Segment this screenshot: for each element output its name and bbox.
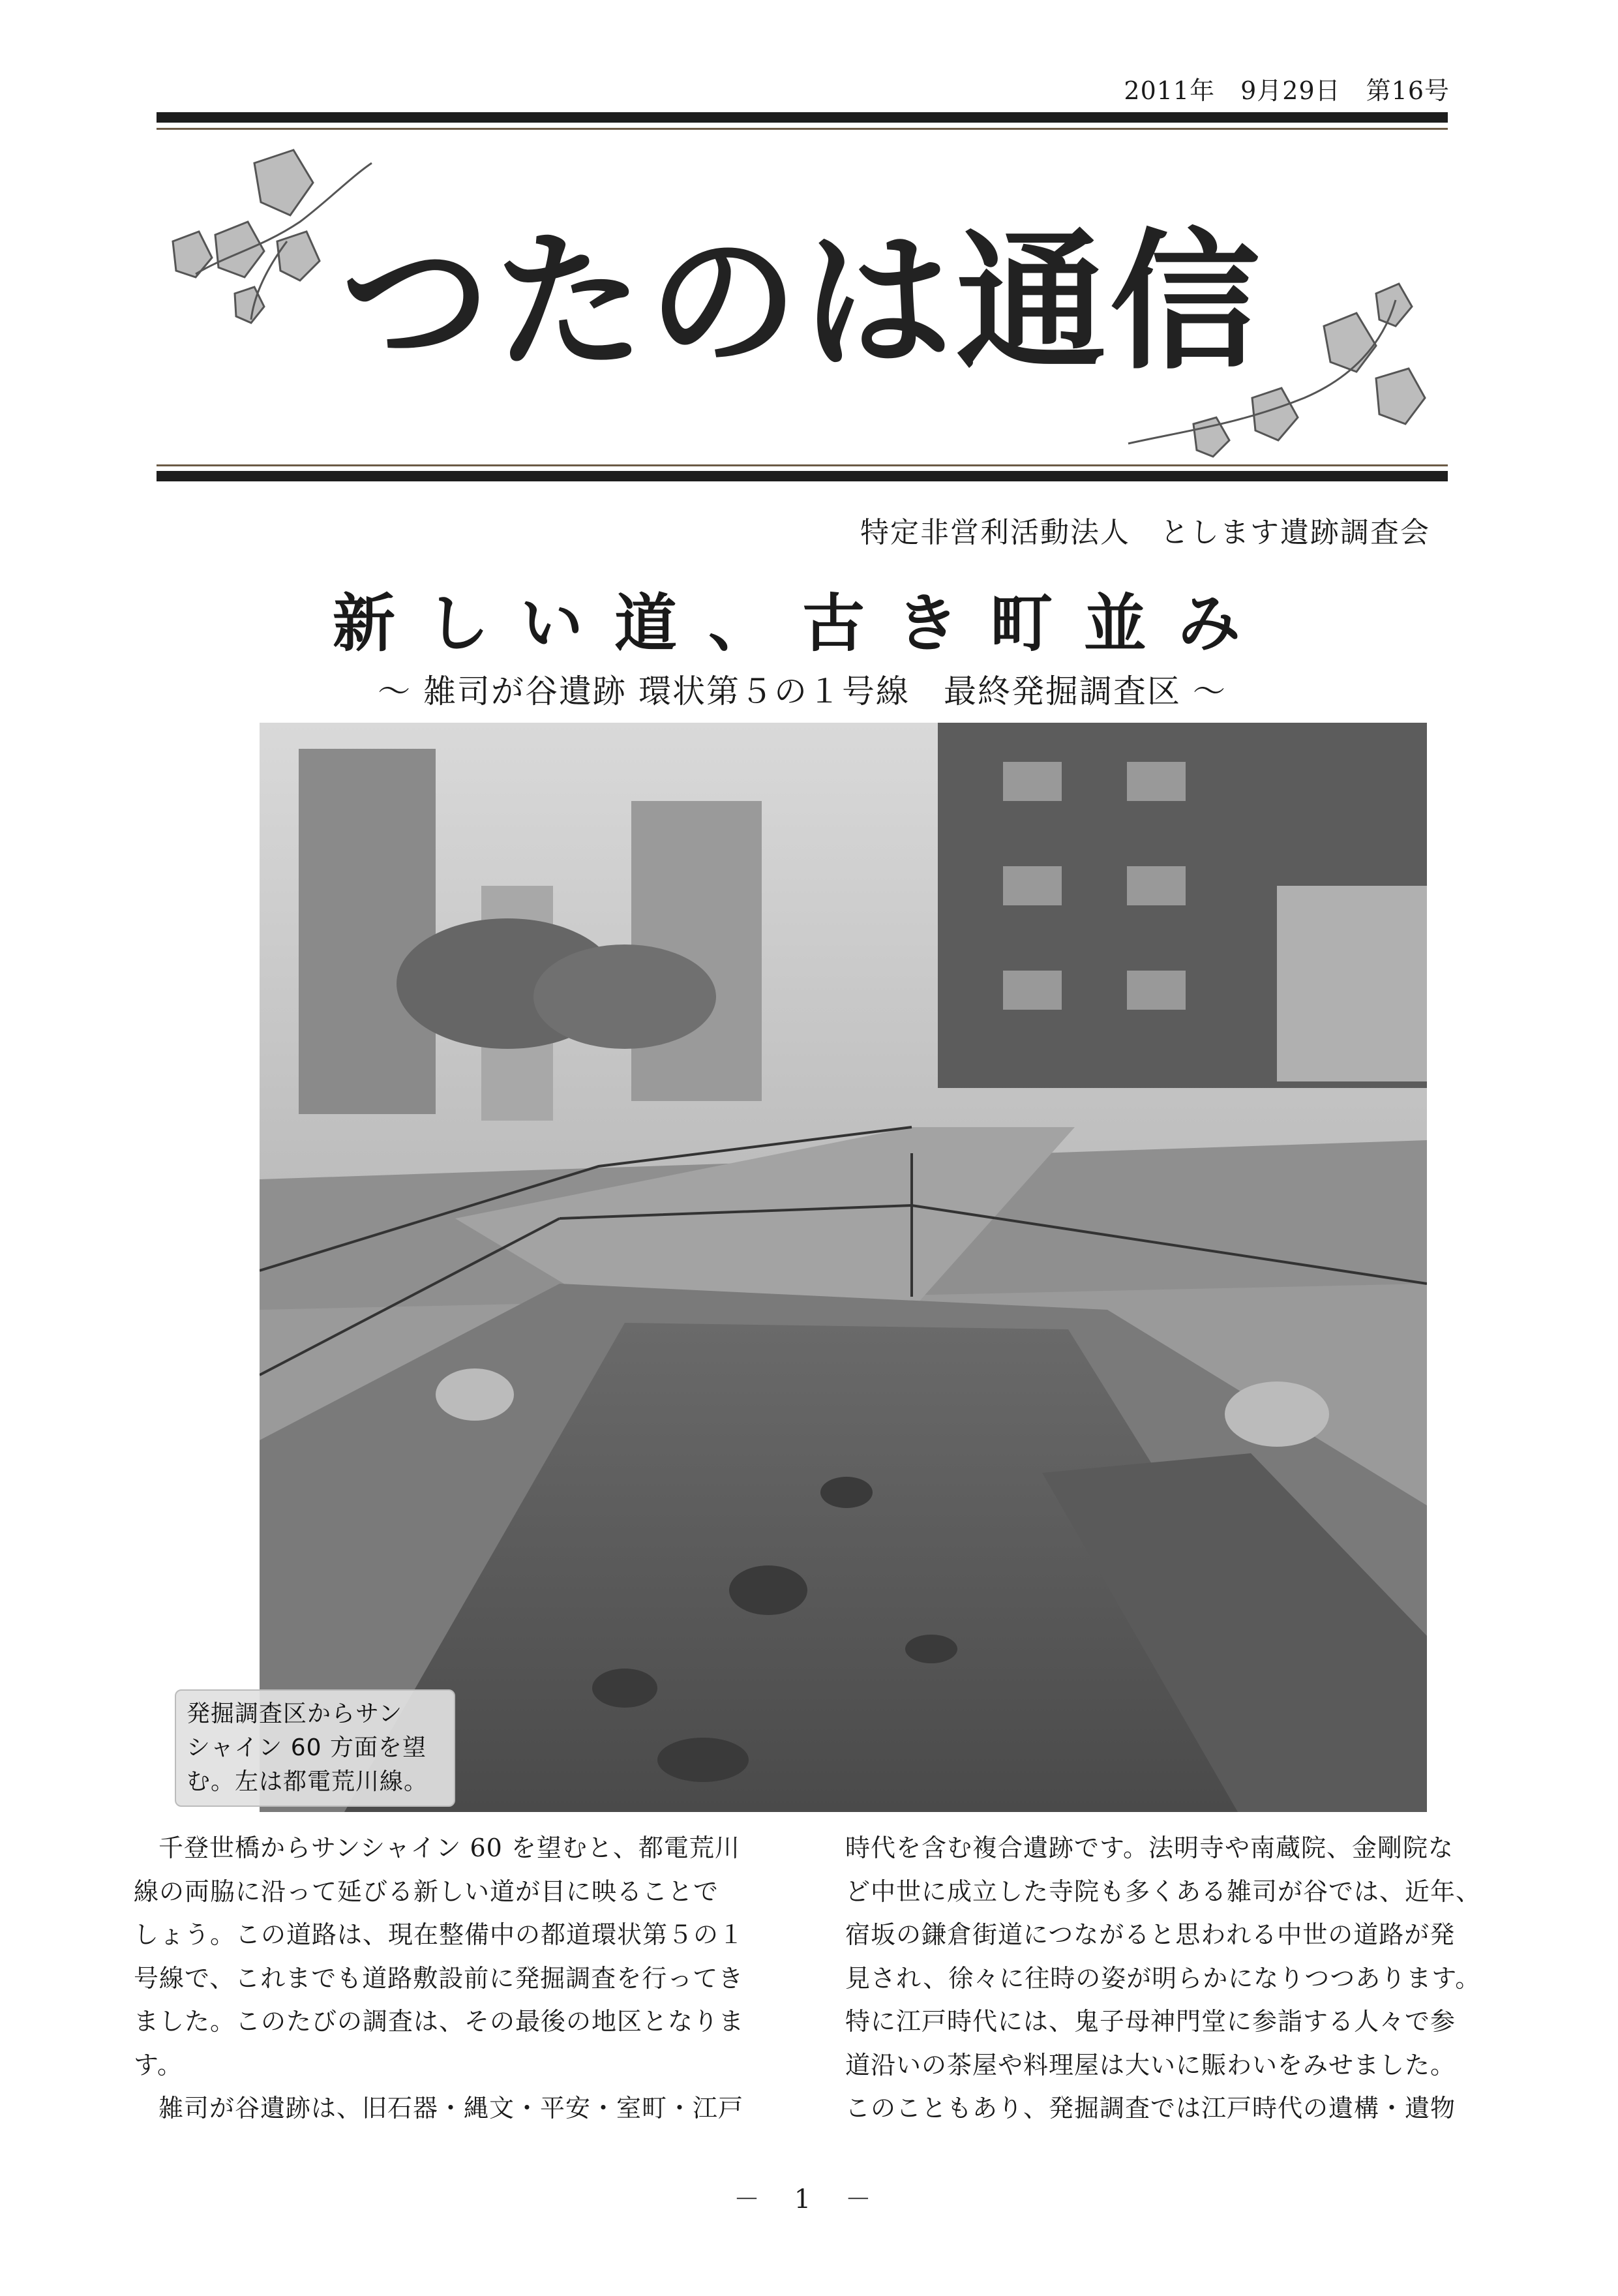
caption-line: 発掘調査区からサン: [187, 1700, 403, 1727]
top-rule-thin: [157, 128, 1448, 130]
body-line: ました。このたびの調査は、その最後の地区となりま: [134, 2007, 745, 2036]
body-line: 時代を含む複合遺跡です。法明寺や南蔵院、金剛院な: [845, 1834, 1454, 1862]
page-number: － 1 －: [734, 2184, 884, 2214]
body-column-right: [845, 1826, 1491, 2130]
body-line: 号線で、これまでも道路敷設前に発掘調査を行ってき: [134, 1963, 744, 1993]
excavation-photo: [260, 723, 1427, 1812]
caption-line: む。左は都電荒川線。: [187, 1768, 428, 1795]
photo-caption: [175, 1689, 455, 1807]
headline: 新しい道、古き町並み: [333, 587, 1272, 660]
issue-line: 2011年 9月29日 第16号: [1124, 76, 1450, 105]
caption-line: シャイン 60 方面を望: [187, 1734, 427, 1761]
organization-name: 特定非営利活動法人 とします遺跡調査会: [860, 516, 1430, 549]
body-line: 特に江戸時代には、鬼子母神門堂に参詣する人々で参: [845, 2007, 1456, 2036]
body-line: このこともあり、発掘調査では江戸時代の遺構・遺物: [845, 2094, 1456, 2122]
body-line: 雑司が谷遺跡は、旧石器・縄文・平安・室町・江戸: [158, 2094, 744, 2122]
body-line: しょう。この道路は、現在整備中の都道環状第５の１: [134, 1920, 745, 1949]
body-line: 宿坂の鎌倉街道につながると思われる中世の道路が発: [845, 1920, 1456, 1949]
body-line: す。: [134, 2050, 183, 2079]
subheadline: ～ 雑司が谷遺跡 環状第５の１号線 最終発掘調査区 ～: [378, 672, 1227, 710]
body-line: ど中世に成立した寺院も多くある雑司が谷では、近年、: [845, 1877, 1482, 1906]
masthead: [157, 137, 1448, 463]
masthead-title: つたのは通信: [340, 216, 1264, 390]
bottom-rule-thin: [157, 464, 1448, 466]
body-line: 道沿いの茶屋や料理屋は大いに賑わいをみせました。: [845, 2050, 1456, 2079]
body-line: 線の両脇に沿って延びる新しい道が目に映ることで: [134, 1877, 719, 1906]
body-column-left: [134, 1826, 779, 2130]
bottom-rule-thick: [157, 471, 1448, 481]
top-rule-thick: [157, 112, 1448, 123]
body-line: 千登世橋からサンシャイン 60 を望むと、都電荒川: [158, 1834, 740, 1862]
body-line: 見され、徐々に往時の姿が明らかになりつつあります。: [845, 1963, 1481, 1993]
